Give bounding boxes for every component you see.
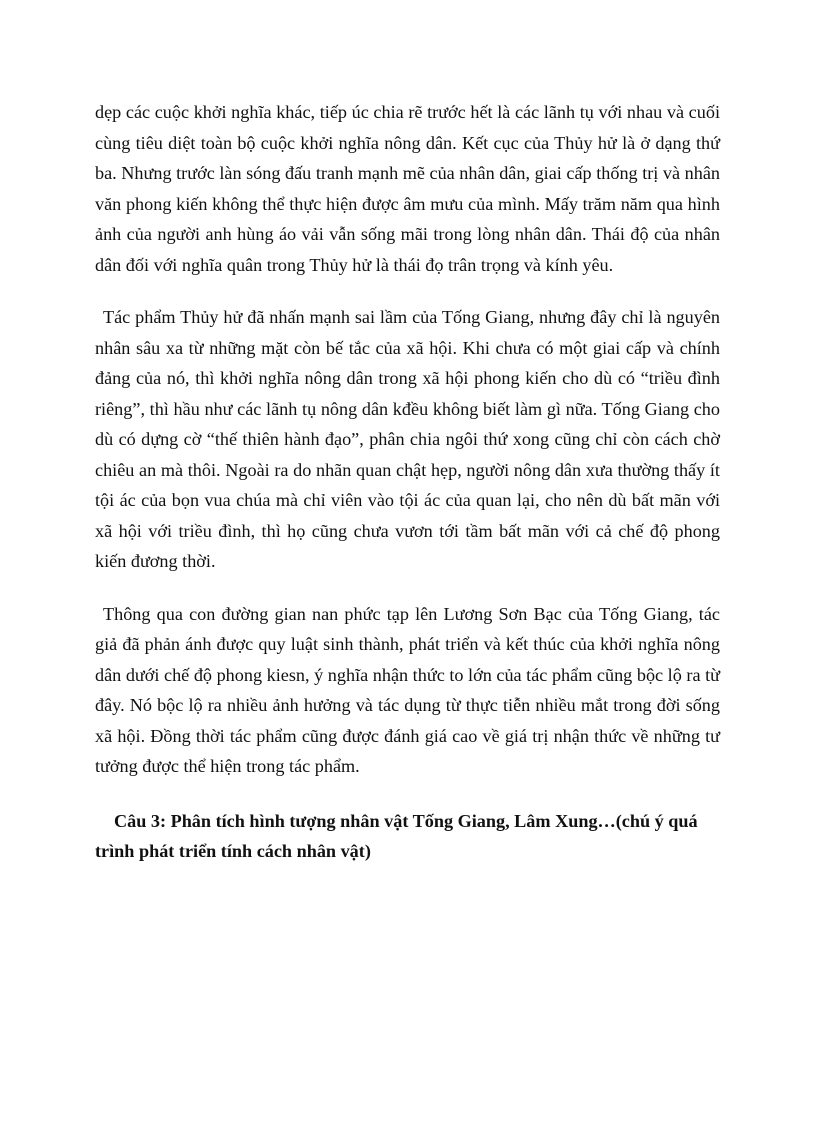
paragraph-3: Thông qua con đường gian nan phức tạp lên Lương Sơn Bạc của Tống Giang, tác giả đã phản ánh được quy luật sinh thành, phát triển và kết thúc của khởi nghĩa nông dân dưới chế độ phong kiesn, ý nghĩa nhận thức to lớn của tác phẩm cũng bộc lộ ra từ đây. Nó bộc lộ ra nhiều ảnh hưởng và tác dụng từ thực tiễn nhiều mắt trong đời sống xã hội. Đồng thời tác phẩm cũng được đánh giá cao về giá trị nhận thức về những tư tưởng được thể hiện trong tác phẩm. bbox=[95, 603, 720, 776]
paragraph-2: Tác phẩm Thủy hử đã nhấn mạnh sai lầm của Tống Giang, nhưng đây chỉ là nguyên nhân sâu xa từ những mặt còn bế tắc của xã hội. Khi chưa có một giai cấp và chính đảng của nó, thì khởi nghĩa nông dân trong xã hội phong kiến cho dù có “triều đình riêng”, thì hầu như các lãnh tụ nông dân kđều không biết làm gì nữa. Tống Giang cho dù có dựng cờ “thế thiên hành đạo”, phân chia ngôi thứ xong cũng chỉ còn cách chờ chiêu an mà thôi. Ngoài ra do nhãn quan chật hẹp, người nông dân xưa thường thấy ít tội ác của bọn vua chúa mà chỉ viên vào tội ác của quan lại, cho nên dù bất mãn với xã hội với triều đình, thì họ cũng chưa vươn tới tầm bất mãn với cả chế độ phong kiến đương thời. bbox=[95, 307, 720, 571]
document-page bbox=[95, 97, 720, 867]
paragraph-1: dẹp các cuộc khởi nghĩa khác, tiếp úc chia rẽ trước hết là các lãnh tụ với nhau và cuối cùng tiêu diệt toàn bộ cuộc khởi nghĩa nông dân. Kết cục của Thủy hử là ở dạng thứ ba. Nhưng trước làn sóng đấu tranh mạnh mẽ của nhân dân, giai cấp thống trị và nhân văn phong kiến không thể thực hiện được âm mưu của mình. Mấy trăm năm qua hình ảnh của người anh hùng áo vải vẫn sống mãi trong lòng nhân dân. Thái độ của nhân dân đối với nghĩa quân trong Thủy hử là thái đọ trân trọng và kính yêu. bbox=[95, 102, 720, 275]
question-heading: Câu 3: Phân tích hình tượng nhân vật Tống Giang, Lâm Xung…(chú ý quá trình phát triển tính cách nhân vật) bbox=[95, 810, 698, 861]
